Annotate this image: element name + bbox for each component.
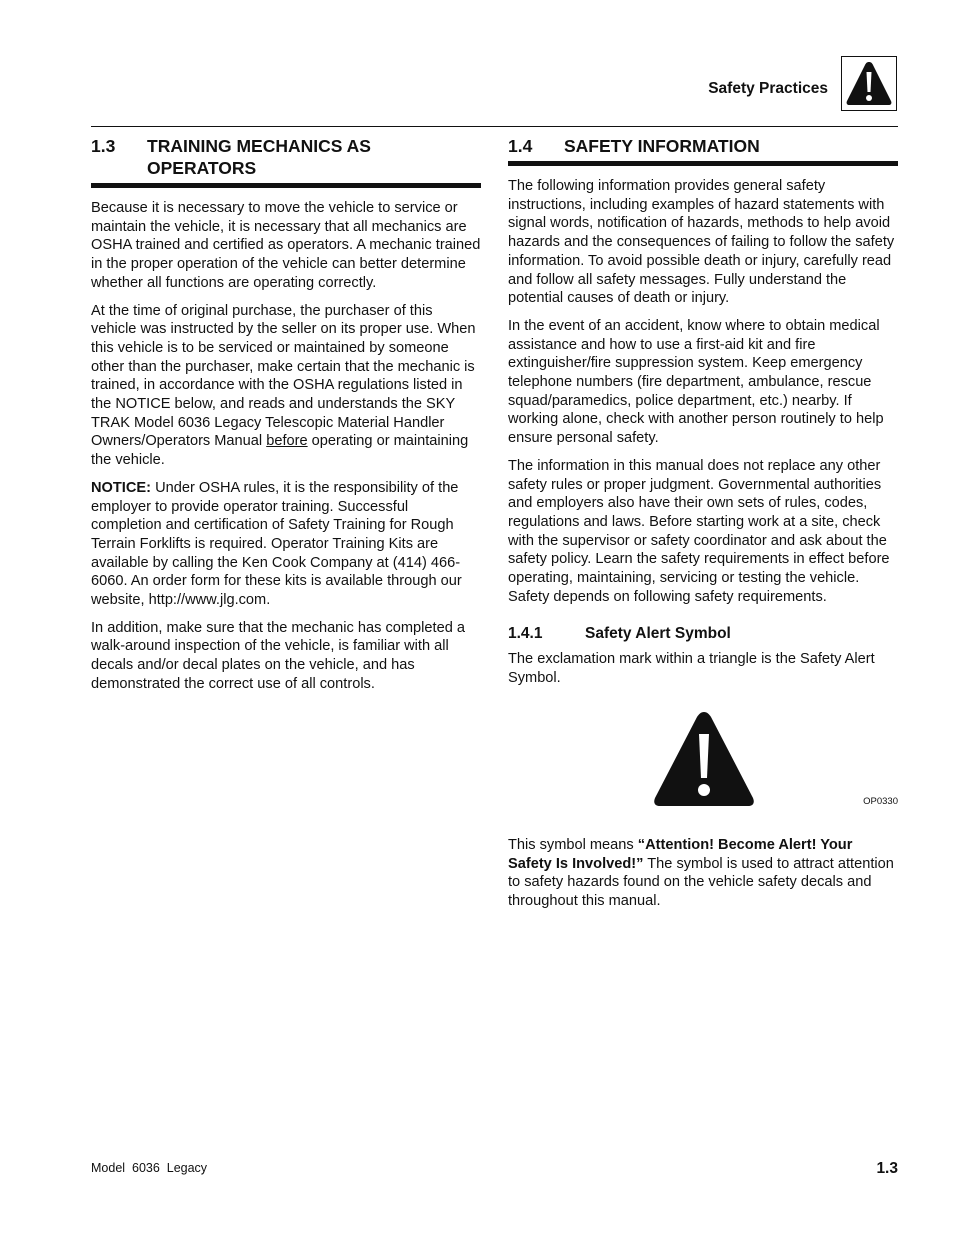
- footer-model: Model 6036 Legacy: [91, 1161, 208, 1175]
- paragraph-text: The symbol is used to attract attention to safety hazards found on the vehicle safety decals and throughout this manual.: [508, 855, 894, 909]
- section-heading-1-4: [508, 135, 898, 166]
- bold-quote: “Attention! Become Alert! Your Safety Is Involved!”: [508, 836, 853, 872]
- header-icon-frame: [841, 56, 897, 111]
- section-number: 1.3: [91, 136, 116, 156]
- page-header-title: Safety Practices: [708, 80, 828, 97]
- safety-alert-figure: [508, 700, 898, 830]
- paragraph: Because it is necessary to move the vehicle to service or maintain the vehicle, it is necessary that all mechanics are OSHA trained and certified as operators. A mechanic trained in the proper operation of the vehicle can better determine whether all functions are operating correctly.: [91, 200, 481, 291]
- section-heading-1-3: [91, 135, 481, 188]
- subsection-number: 1.4.1: [508, 625, 543, 643]
- figure-label: OP0330: [863, 795, 898, 807]
- paragraph-text: This symbol means: [508, 836, 634, 853]
- paragraph: The information in this manual does not replace any other safety rules or proper judgment. Governmental authorities and employers also have their own sets of rules, codes, regulations and laws. Before starting work at a site, check with the supervisor or safety coordinator and ask about the safety policy. Learn the safety requirements in effect before operating, maintaining, servicing or testing the vehicle. Safety depends on following safety requirements.: [508, 457, 890, 605]
- section-title: TRAINING MECHANICS AS OPERATORS: [147, 136, 371, 178]
- footer-page-number: 1.3: [876, 1160, 898, 1177]
- underlined-word: before: [266, 433, 308, 450]
- paragraph-text: At the time of original purchase, the purchaser of this vehicle was instructed by the seller on its proper use. When this vehicle is to be serviced or maintained by someone other than the purchaser, make certain that the mechanic is trained, in accordance with the OSHA regulations listed in the NOTICE below, and reads and understands the SKY TRAK Model 6036 Legacy Telescopic Material Handler Owners/Operators Manual: [91, 302, 476, 450]
- section-title: SAFETY INFORMATION: [564, 136, 760, 156]
- notice-paragraph: [91, 479, 481, 610]
- paragraph: [508, 836, 898, 911]
- section-number: 1.4: [508, 136, 533, 156]
- paragraph: The following information provides general safety instructions, including examples of hazard statements with signal words, notification of hazards, methods to help avoid hazards and the consequences of failing to follow the safety information. To avoid possible death or injury, carefully read and follow all safety messages. Fully understand the potential causes of death or injury.: [508, 178, 895, 307]
- paragraph: [91, 302, 481, 470]
- paragraph: The exclamation mark within a triangle is the Safety Alert Symbol.: [508, 651, 875, 687]
- right-column: [508, 135, 898, 920]
- subsection-title: Safety Alert Symbol: [585, 625, 731, 643]
- notice-text: Under OSHA rules, it is the responsibility of the employer to provide operator training. Successful completion and certification of Safety Training for Rough Terrain Forklifts is required. Operator Training Kits are available by calling the Ken Cook Company at (414) 466-6060. An order form for these kits is available through our website, http://www.jlg.com.: [91, 479, 462, 609]
- safety-alert-icon: [845, 60, 893, 106]
- subsection-heading-1-4-1: [508, 624, 898, 644]
- notice-label: NOTICE:: [91, 479, 151, 496]
- left-column: [91, 135, 481, 703]
- paragraph: In the event of an accident, know where to obtain medical assistance and how to use a first-aid kit and fire extinguisher/fire suppression system. Keep emergency telephone numbers (fire department, ambulance, rescue squad/paramedics, police department, etc.) nearby. If working alone, check with another person routinely to help ensure personal safety.: [508, 317, 884, 447]
- paragraph-text: operating or maintaining the vehicle.: [91, 433, 469, 469]
- safety-alert-symbol-icon: [652, 710, 756, 808]
- paragraph: In addition, make sure that the mechanic has completed a walk-around inspection of the vehicle, is familiar with all decals and/or decal plates on the vehicle, and has demonstrated the correct use of all controls.: [91, 619, 465, 692]
- header-rule: [91, 126, 898, 127]
